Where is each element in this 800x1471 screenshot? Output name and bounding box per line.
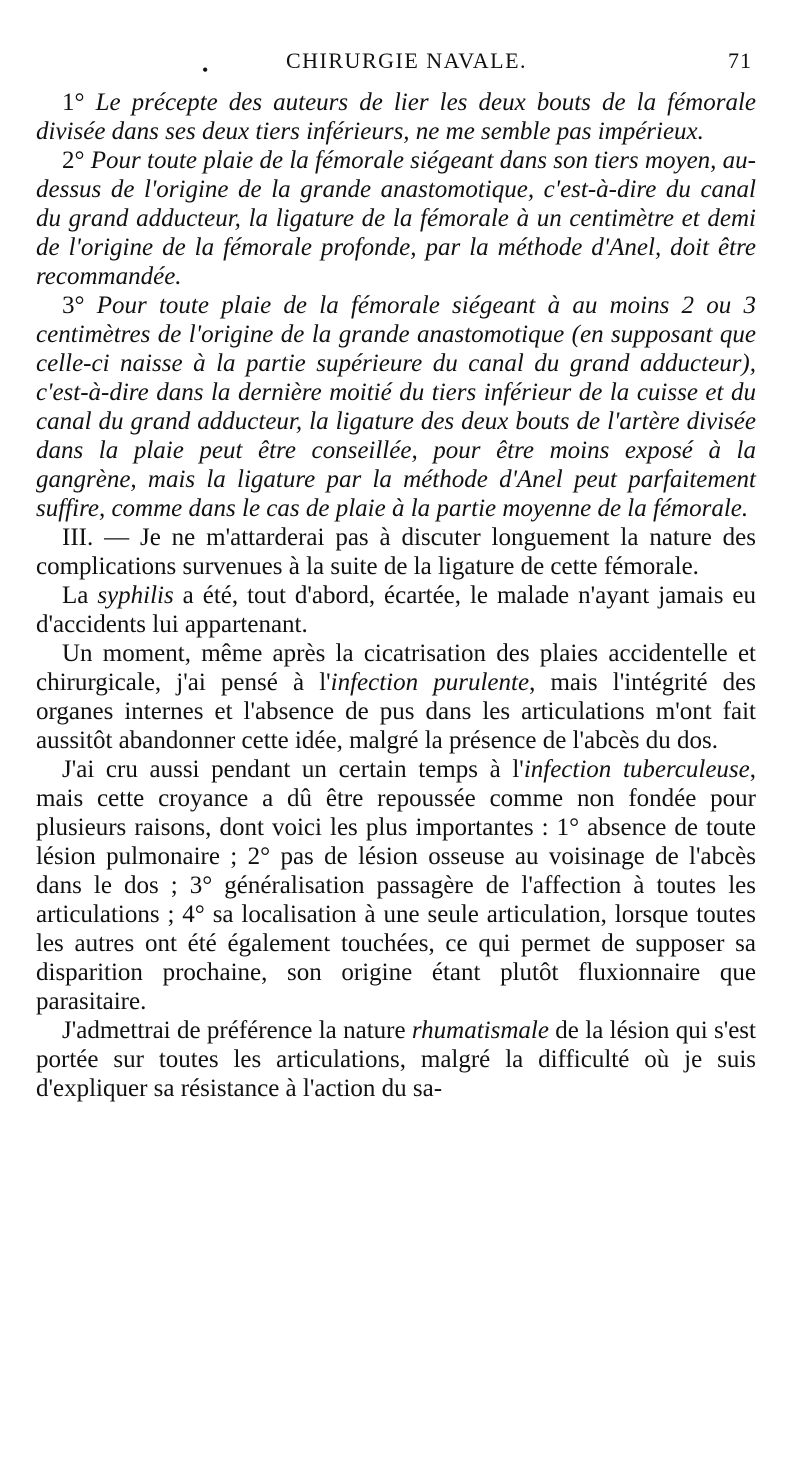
purulent-text-c: , mais l'intégrité des organes internes et l'absence de pus dans les articulations m'ont fait aussitôt abandonner cette idée, malgré la présence de l'abcès du dos. [36, 669, 756, 754]
tuberculous-infection-paragraph [36, 755, 756, 1016]
section-3-paragraph: III. — Je ne m'attarderai pas à discuter longuement la nature des complications survenues à la suite de la ligature de cette fémorale. [36, 524, 756, 580]
conclusion-3-number: 3° [62, 292, 85, 319]
header-bullet: • [202, 60, 210, 80]
rheumatic-text-a: J'admettrai de préférence la nature [62, 1017, 412, 1044]
main-text [36, 88, 756, 1103]
rheumatic-text-c: de la lésion qui s'est portée sur toutes les articulations, malgré la difficulté où je suis d'expliquer sa résistance à l'action du sa- [36, 1017, 756, 1102]
conclusion-2 [36, 146, 756, 291]
conclusion-2-text: Pour toute plaie de la fémorale siégeant dans son tiers moyen, au-dessus de l'origine de la grande anastomotique, c'est-à-dire du canal du grand adducteur, la ligature de la fémorale à un centimètre et demi de l'origine de la fémorale profonde, par la méthode d'Anel, doit être recommandée. [36, 147, 756, 290]
syphilis-term: syphilis [97, 582, 174, 609]
page-number: 71 [728, 48, 752, 73]
book-page [36, 40, 756, 1103]
header-title: CHIRURGIE NAVALE. [286, 48, 528, 73]
conclusion-2-number: 2° [62, 147, 85, 174]
conclusion-1 [36, 88, 756, 146]
rheumatic-paragraph [36, 1016, 756, 1103]
syphilis-text-c: a été, tout d'abord, écartée, le malade n'ayant jamais eu d'accidents lui appartenant. [36, 582, 756, 638]
conclusion-3 [36, 291, 756, 523]
purulent-infection-paragraph [36, 639, 756, 755]
tuberculous-term: infection tuberculeuse [523, 756, 750, 783]
tuberculous-text-c: , mais cette croyance a dû être repoussée comme non fondée pour plusieurs raisons, dont voici les plus importantes : 1° absence de toute lésion pulmonaire ; 2° pas de lésion osseuse au voisinage de l'abcès dans le dos ; 3° généralisation passagère de l'affection à toutes les articulations ; 4° sa localisation à une seule articulation, lorsque toutes les autres ont été également touchées, ce qui permet de supposer sa disparition prochaine, son origine étant plutôt fluxionnaire que parasitaire. [36, 756, 756, 1015]
conclusion-3-text: Pour toute plaie de la fémorale siégeant à au moins 2 ou 3 centimètres de l'origine de la grande anastomotique (en supposant que celle-ci naisse à la partie supérieure du canal du grand adducteur), c'est-à-dire dans la dernière moitié du tiers inférieur de la cuisse et du canal du grand adducteur, la ligature des deux bouts de l'artère divisée dans la plaie peut être conseillée, pour être moins exposé à la gangrène, mais la ligature par la méthode d'Anel peut parfaitement suffire, comme dans le cas de plaie à la partie moyenne de la fémorale. [36, 292, 757, 522]
tuberculous-text-a: J'ai cru aussi pendant un certain temps à l' [62, 756, 524, 783]
purulent-text-a: Un moment, même après la cicatrisation des plaies accidentelle et chirurgicale, j'ai pensé à l' [36, 640, 756, 696]
syphilis-paragraph [36, 581, 756, 639]
purulent-term: infection purulente [330, 669, 530, 696]
syphilis-text-a: La [62, 582, 98, 609]
rheumatic-term: rhumatismale [411, 1017, 549, 1044]
conclusion-1-text: Le précepte des auteurs de lier les deux bouts de la fémorale divisée dans ses deux tiers inférieurs, ne me semble pas impérieux. [36, 89, 756, 145]
running-header [36, 40, 756, 84]
conclusion-1-number: 1° [62, 89, 85, 116]
